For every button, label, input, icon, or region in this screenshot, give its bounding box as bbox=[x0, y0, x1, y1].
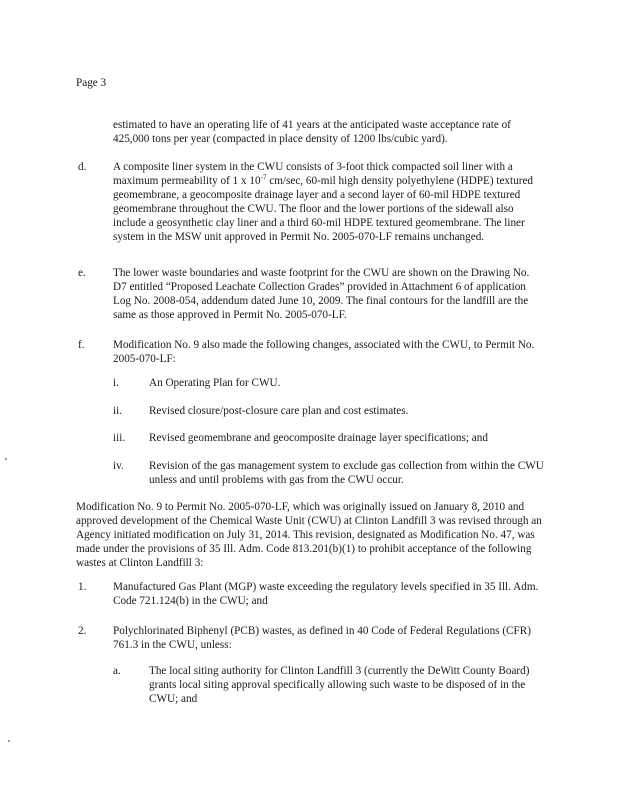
item-d-text-end: cm/sec, 60-mil high density polyethylene (HDPE) textured geomembrane, a geocomposite drainage layer and a second layer of 60-mil HDPE textured geomembrane throughout the CWU. The floor and the lower portions of the sidewall also include a geosynthetic clay liner and a third 60-mil HDPE textured geomembrane. The liner system in the MSW unit approved in Permit No. 2005-070-LF remains unchanged. bbox=[113, 175, 534, 243]
item-2-text: Polychlorinated Biphenyl (PCB) wastes, as defined in 40 Code of Federal Regulations (CFR) 761.3 in the CWU, unless: bbox=[113, 625, 531, 651]
item-1-text: Manufactured Gas Plant (MGP) waste exceeding the regulatory levels specified in 35 Ill. Adm. Code 721.124(b) in the CWU; and bbox=[113, 581, 539, 607]
subitem-i-text: An Operating Plan for CWU. bbox=[149, 377, 281, 389]
subitem-ii-label: ii. bbox=[113, 405, 123, 417]
scan-speck bbox=[8, 740, 10, 742]
item-f-label: f. bbox=[78, 339, 85, 351]
item-d-label: d. bbox=[78, 161, 87, 173]
page-number: Page 3 bbox=[76, 77, 107, 89]
continuation-paragraph: estimated to have an operating life of 41 years at the anticipated waste acceptance rate of 425,000 tons per year (compacted in place density of 1200 lbs/cubic yard). bbox=[113, 119, 511, 145]
subitem-iv-label: iv. bbox=[113, 460, 124, 472]
item-d-text-start: A composite liner system in the CWU consists of 3-foot thick compacted soil liner with a maximum permeability of 1 x 10 bbox=[113, 161, 513, 187]
subitem-iii-text: Revised geomembrane and geocomposite drainage layer specifications; and bbox=[149, 432, 488, 444]
item-d-text bbox=[113, 160, 543, 244]
item-2a-text: The local siting authority for Clinton Landfill 3 (currently the DeWitt County Board) grants local siting approval specifically allowing such waste to be disposed of in the CWU; and bbox=[149, 665, 530, 705]
subitem-iii-label: iii. bbox=[113, 432, 126, 444]
item-d-exponent: -7 bbox=[260, 173, 267, 182]
scan-speck bbox=[5, 458, 7, 460]
item-2-label: 2. bbox=[78, 625, 87, 637]
item-e-label: e. bbox=[78, 267, 86, 279]
subitem-i-label: i. bbox=[113, 377, 119, 389]
subitem-ii-text: Revised closure/post-closure care plan and cost estimates. bbox=[149, 405, 409, 417]
item-e-text: The lower waste boundaries and waste footprint for the CWU are shown on the Drawing No. D7 entitled “Proposed Leachate Collection Grades” provided in Attachment 6 of application Log No. 2008-054, addendum dated June 10, 2009. The final contours for the landfill are the same as those approved in Permit No. 2005-070-LF. bbox=[113, 267, 530, 321]
item-1-label: 1. bbox=[78, 581, 87, 593]
subitem-iv-text: Revision of the gas management system to exclude gas collection from within the CWU unless and until problems with gas from the CWU occur. bbox=[149, 460, 544, 486]
item-f-text: Modification No. 9 also made the following changes, associated with the CWU, to Permit No. 2005-070-LF: bbox=[113, 339, 535, 365]
modification-paragraph: Modification No. 9 to Permit No. 2005-070-LF, which was originally issued on January 8, 2010 and approved development of the Chemical Waste Unit (CWU) at Clinton Landfill 3 was revised through an Agency initiated modification on July 31, 2014. This revision, designated as Modification No. 47, was made under the provisions of 35 Ill. Adm. Code 813.201(b)(1) to prohibit acceptance of the following wastes at Clinton Landfill 3: bbox=[76, 501, 542, 569]
item-2a-label: a. bbox=[113, 665, 121, 677]
